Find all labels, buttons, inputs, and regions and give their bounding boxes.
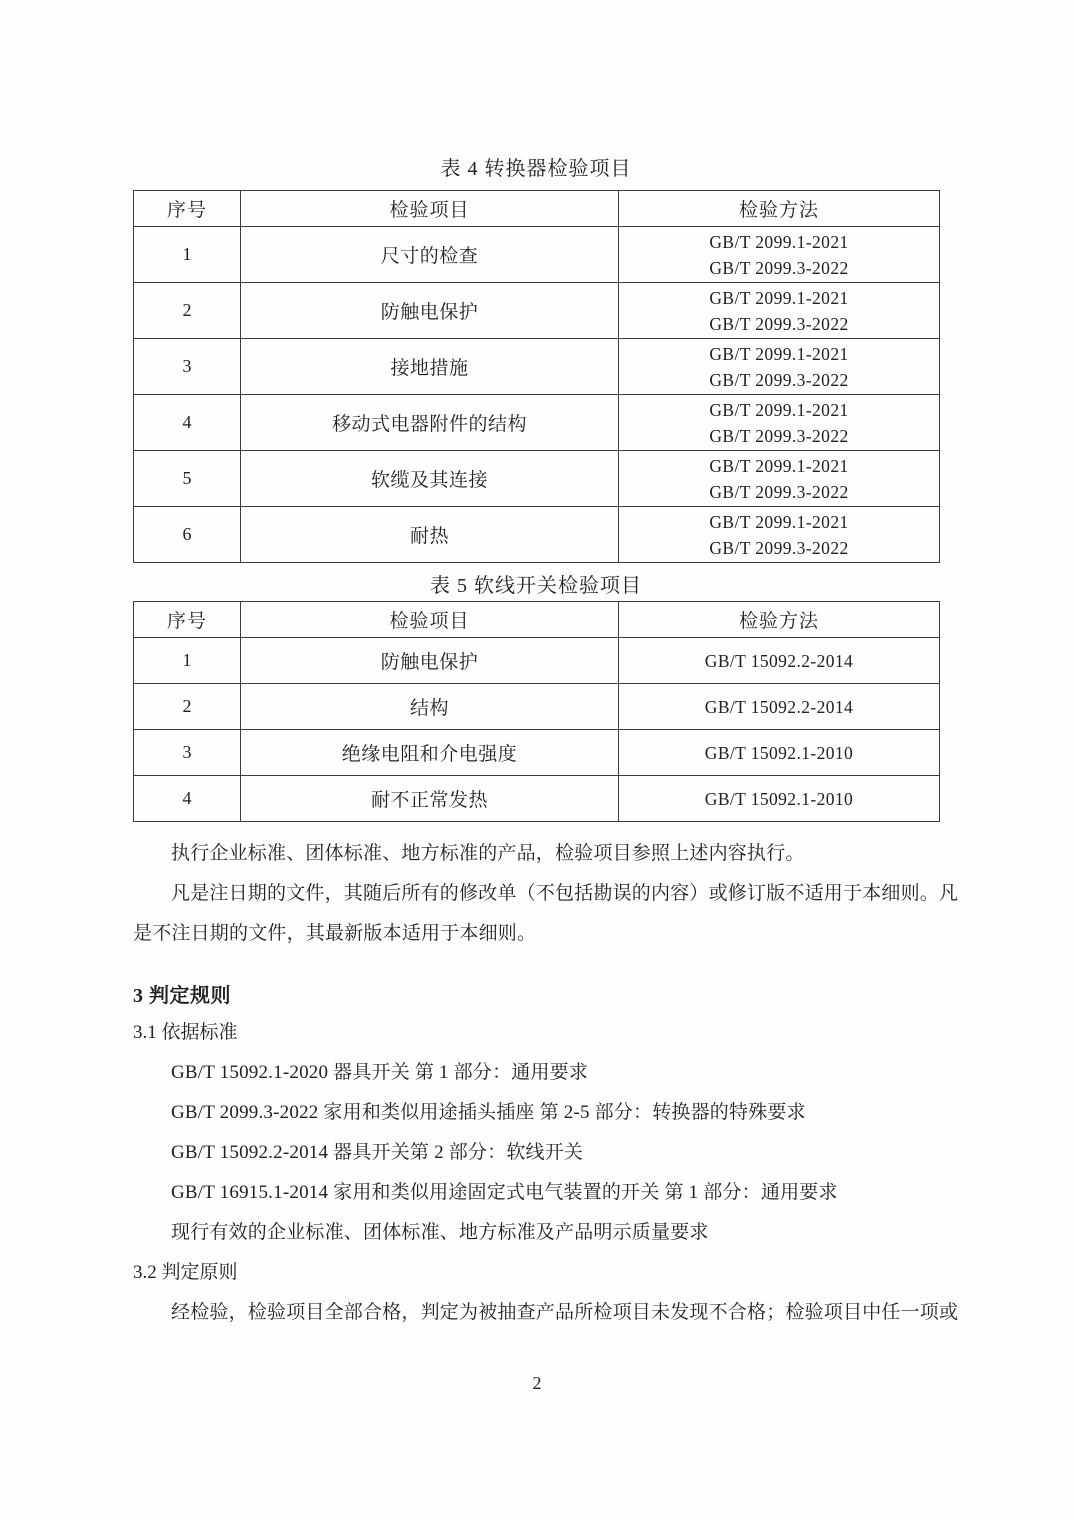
table-row [134,283,940,339]
row-methods [619,451,940,507]
row-no: 4 [134,776,241,822]
column-header-no: 序号 [134,602,241,638]
table-row [134,507,940,563]
paragraph-exec-standards: 执行企业标准、团体标准、地方标准的产品，检验项目参照上述内容执行。 [171,843,805,864]
method-line: GB/T 2099.1-2021 [709,511,849,532]
section-3-heading: 3 判定规则 [133,985,231,1007]
column-header-item: 检验项目 [241,602,619,638]
method-line: GB/T 2099.1-2021 [709,287,849,308]
column-header-no: 序号 [134,191,241,227]
page-content [133,156,959,1333]
table-row [134,776,940,822]
row-item: 耐热 [241,507,619,563]
table-row [134,227,940,283]
row-item: 防触电保护 [241,283,619,339]
row-no: 1 [134,638,241,684]
table-header-row [134,191,940,227]
method-line: GB/T 2099.1-2021 [709,343,849,364]
column-header-method: 检验方法 [619,602,940,638]
row-methods: GB/T 15092.2-2014 [619,684,940,730]
row-item: 接地措施 [241,339,619,395]
column-header-item: 检验项目 [241,191,619,227]
table-5-title: 表 5 软线开关检验项目 [430,575,642,597]
table-5-cord-switch-inspection [133,601,940,822]
row-no: 6 [134,507,241,563]
table-row [134,684,940,730]
paragraph-dated-docs-line1: 凡是注日期的文件，其随后所有的修改单（不包括勘误的内容）或修订版不适用于本细则。凡 [171,883,959,904]
method-line: GB/T 2099.3-2022 [709,481,849,502]
page-number: 2 [532,1373,542,1393]
row-no: 1 [134,227,241,283]
section-3-1-heading: 3.1 依据标准 [133,1022,238,1043]
row-no: 3 [134,730,241,776]
row-item: 尺寸的检查 [241,227,619,283]
standard-reference: GB/T 2099.3-2022 家用和类似用途插头插座 第 2-5 部分：转换器的特殊要求 [171,1102,806,1123]
column-header-method: 检验方法 [619,191,940,227]
row-methods [619,507,940,563]
row-no: 5 [134,451,241,507]
method-line: GB/T 2099.3-2022 [709,537,849,558]
row-item: 防触电保护 [241,638,619,684]
table-4-converter-inspection [133,190,940,563]
row-no: 2 [134,684,241,730]
standard-reference: GB/T 15092.1-2020 器具开关 第 1 部分：通用要求 [171,1062,589,1083]
row-methods: GB/T 15092.1-2010 [619,730,940,776]
row-no: 2 [134,283,241,339]
table-row [134,638,940,684]
table-row [134,395,940,451]
row-item: 结构 [241,684,619,730]
row-no: 4 [134,395,241,451]
row-methods [619,395,940,451]
row-methods [619,339,940,395]
table-4-title: 表 4 转换器检验项目 [440,158,632,180]
standard-reference: 现行有效的企业标准、团体标准、地方标准及产品明示质量要求 [171,1222,709,1243]
method-line: GB/T 2099.1-2021 [709,231,849,252]
method-line: GB/T 2099.3-2022 [709,425,849,446]
method-line: GB/T 2099.1-2021 [709,399,849,420]
paragraph-dated-docs-line2: 是不注日期的文件，其最新版本适用于本细则。 [133,923,537,944]
table-row [134,730,940,776]
method-line: GB/T 2099.3-2022 [709,369,849,390]
method-line: GB/T 2099.1-2021 [709,455,849,476]
row-no: 3 [134,339,241,395]
table-row [134,339,940,395]
row-methods: GB/T 15092.1-2010 [619,776,940,822]
standard-reference: GB/T 15092.2-2014 器具开关第 2 部分：软线开关 [171,1142,584,1163]
row-methods: GB/T 15092.2-2014 [619,638,940,684]
table-row [134,451,940,507]
row-item: 软缆及其连接 [241,451,619,507]
row-methods [619,283,940,339]
row-item: 绝缘电阻和介电强度 [241,730,619,776]
standard-reference: GB/T 16915.1-2014 家用和类似用途固定式电气装置的开关 第 1 部分：通用要求 [171,1182,838,1203]
row-item: 移动式电器附件的结构 [241,395,619,451]
row-methods [619,227,940,283]
method-line: GB/T 2099.3-2022 [709,313,849,334]
section-3-2-heading: 3.2 判定原则 [133,1262,238,1283]
row-item: 耐不正常发热 [241,776,619,822]
paragraph-judgment-principle: 经检验，检验项目全部合格，判定为被抽查产品所检项目未发现不合格；检验项目中任一项或 [171,1302,959,1323]
method-line: GB/T 2099.3-2022 [709,257,849,278]
table-header-row [134,602,940,638]
